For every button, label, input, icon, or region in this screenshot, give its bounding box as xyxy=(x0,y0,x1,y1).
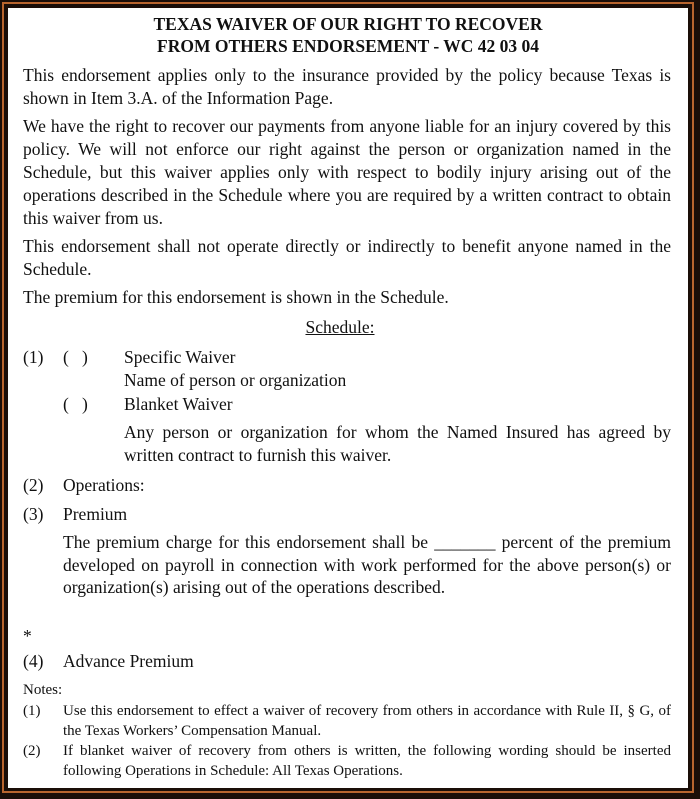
paragraph-premium: The premium for this endorsement is shown in the Schedule. xyxy=(23,287,449,307)
schedule-item-1-number: (1) xyxy=(23,347,44,367)
schedule-heading: Schedule: xyxy=(305,317,375,337)
name-of-person-label: Name of person or organization xyxy=(124,370,347,390)
asterisk-marker: * xyxy=(23,626,32,646)
document-title xyxy=(8,13,688,57)
premium-charge-text: The premium charge for this endorsement shall be _______ percent of the premium developed on payroll in connection with work performed for the above person(s) or organization(s) arising out of the operations described. xyxy=(63,532,671,597)
note-1-number: (1) xyxy=(23,703,41,719)
note-2-text: If blanket waiver of recovery from others is written, the following wording should be inserted following Operations in Schedule: All Texas Operations. xyxy=(63,743,671,779)
schedule-item-2-number: (2) xyxy=(23,475,44,495)
blanket-waiver-text: Any person or organization for whom the Named Insured has agreed by written contract to furnish this waiver. xyxy=(124,422,671,465)
specific-waiver-label: Specific Waiver xyxy=(124,347,236,367)
blanket-waiver-checkbox[interactable]: ( ) xyxy=(63,394,88,414)
advance-premium-label: Advance Premium xyxy=(63,651,194,671)
specific-waiver-checkbox[interactable]: ( ) xyxy=(63,347,88,367)
paragraph-no-benefit: This endorsement shall not operate directly or indirectly to benefit anyone named in the Schedule. xyxy=(23,236,671,279)
operations-label: Operations: xyxy=(63,475,145,495)
paragraph-applicability: This endorsement applies only to the insurance provided by the policy because Texas is shown in Item 3.A. of the Information Page. xyxy=(23,65,671,108)
title-line-2: FROM OTHERS ENDORSEMENT - WC 42 03 04 xyxy=(157,36,539,56)
blanket-waiver-label: Blanket Waiver xyxy=(124,394,233,414)
note-1-text: Use this endorsement to effect a waiver of recovery from others in accordance with Rule II, § G, of the Texas Workers’ Compensation Manual. xyxy=(63,703,671,739)
endorsement-page xyxy=(8,8,688,788)
paragraph-right-to-recover: We have the right to recover our payments from anyone liable for an injury covered by this policy. We will not enforce our right against the person or organization named in the Schedule, but this waiver applies only with respect to bodily injury arising out of the operations described in the Schedule where you are required by a written contract to obtain this waiver from us. xyxy=(23,116,671,228)
premium-label: Premium xyxy=(63,504,128,524)
schedule-item-3-number: (3) xyxy=(23,504,44,524)
note-2-number: (2) xyxy=(23,743,41,759)
title-line-1: TEXAS WAIVER OF OUR RIGHT TO RECOVER xyxy=(153,14,543,34)
schedule-item-4-number: (4) xyxy=(23,651,44,671)
notes-heading: Notes: xyxy=(23,682,63,698)
